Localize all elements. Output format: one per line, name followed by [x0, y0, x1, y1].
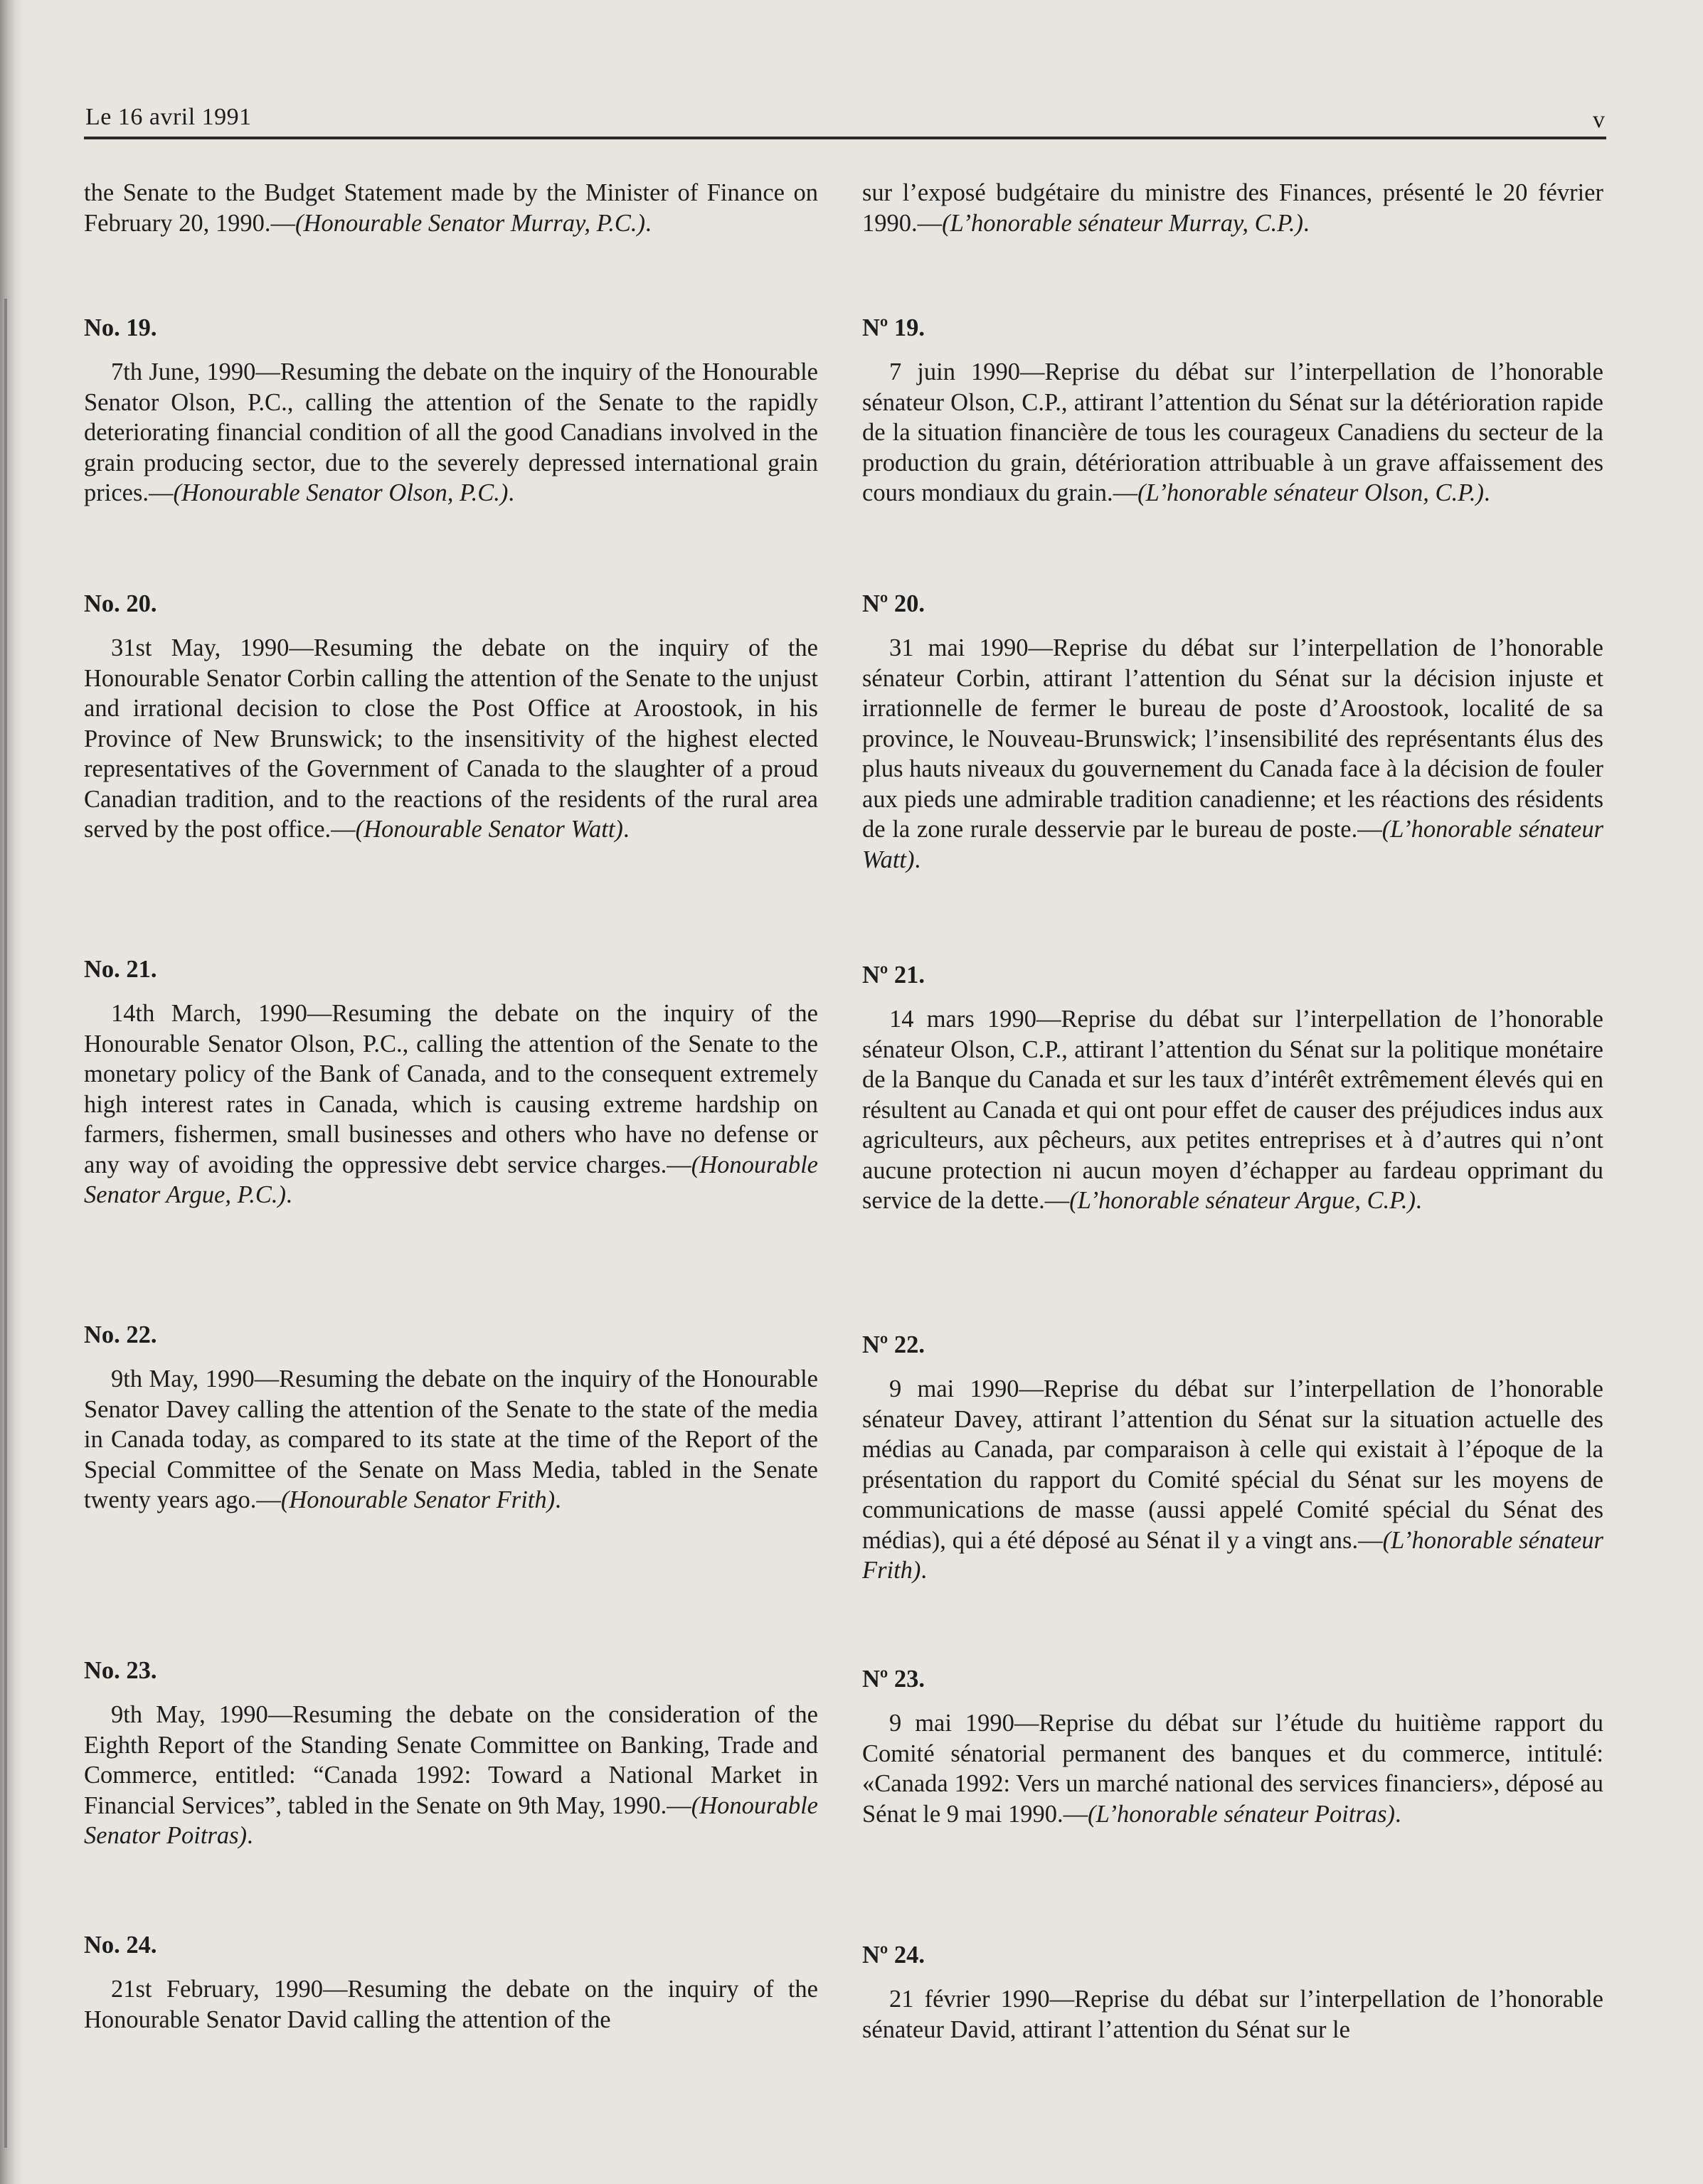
page-number: v: [1593, 107, 1605, 133]
header-date: Le 16 avril 1991: [85, 104, 252, 130]
senator-credit: (L’honorable sénateur Poitras): [1088, 1800, 1396, 1828]
inquiry-item-19: [84, 313, 818, 508]
inquiry-text: 31st May, 1990—Resuming the debate on the inquiry of the Honourable Senator Corbin calling the attention of the Senate to the unjust and irrational decision to close the Post Office at Aroostook, in his Province of New Brunswick; to the insensitivity of the highest elected representatives of the Government of Canada to the slaughter of a proud Canadian tradition, and to the reactions of the residents of the rural area served by the post office.—(Honourable Senator Watt).: [84, 634, 818, 843]
interpellation-item-20: [862, 589, 1603, 875]
senator-credit: (L’honorable sénateur Argue, C.P.): [1069, 1187, 1416, 1214]
inquiry-item-22: [84, 1320, 818, 1516]
inquiry-text: 31 mai 1990—Reprise du débat sur l’interpellation de l’honorable sénateur Corbin, attirant l’attention du Sénat sur la décision injuste et irrationnelle de fermer le bureau de poste d’Aroostook, localité de sa province, le Nouveau-Brunswick; l’insensibilité des représentants élus des plus hauts niveaux du gouvernement du Canada face à la décision de fouler aux pieds une admirable tradition canadienne; et les réactions des résidents de la zone rurale desservie par le bureau de poste.—(L’honorable sénateur Watt).: [862, 634, 1603, 873]
inquiry-item-21: [84, 954, 818, 1210]
inquiry-item-20: [84, 589, 818, 845]
english-continuation: [84, 178, 818, 238]
inquiry-number: No. 20.: [84, 590, 157, 617]
continuation-paragraph: sur l’exposé budgétaire du ministre des Finances, présenté le 20 février 1990.—(L’honorable sénateur Murray, C.P.).: [862, 179, 1603, 237]
senator-credit: (Honourable Senator Poitras): [84, 1791, 818, 1849]
interpellation-item-24: [862, 1940, 1603, 2045]
inquiry-text: 14 mars 1990—Reprise du débat sur l’interpellation de l’honorable sénateur Olson, C.P., attirant l’attention du Sénat sur la politique monétaire de la Banque du Canada et sur les taux d’intérêt extrêmement élevés qui en résultent au Canada et qui ont pour effet de causer des préjudices indus aux agriculteurs, aux pêcheurs, aux petites entreprises et à d’autres qui n’ont aucune protection ni aucun moyen d’échapper au fardeau opprimant du service de la dette.—(L’honorable sénateur Argue, C.P.).: [862, 1006, 1603, 1214]
inquiry-text: 9th May, 1990—Resuming the debate on the consideration of the Eighth Report of the Standing Senate Committee on Banking, Trade and Commerce, entitled: “Canada 1992: Toward a National Market in Financial Services”, tabled in the Senate on 9th May, 1990.—(Honourable Senator Poitras).: [84, 1701, 818, 1849]
inquiry-text: 9 mai 1990—Reprise du débat sur l’étude du huitième rapport du Comité sénatorial permanent des banques et du commerce, intitulé: «Canada 1992: Vers un marché national des services financiers», déposé au Sénat le 9 mai 1990.—(L’honorable sénateur Poitras).: [862, 1710, 1603, 1828]
inquiry-text: 7 juin 1990—Reprise du débat sur l’interpellation de l’honorable sénateur Olson, C.P., attirant l’attention du Sénat sur la détérioration rapide de la situation financière de tous les courageux Canadiens du secteur de la production du grain, détérioration attribuable à un grave affaissement des cours mondiaux du grain.—(L’honorable sénateur Olson, C.P.).: [862, 358, 1603, 506]
inquiry-text: 9th May, 1990—Resuming the debate on the inquiry of the Honourable Senator Davey calling the attention of the Senate to the state of the media in Canada today, as compared to its state at the time of the Report of the Special Committee of the Senate on Mass Media, tabled in the Senate twenty years ago.—(Honourable Senator Frith).: [84, 1365, 818, 1513]
inquiry-number: No. 21.: [84, 956, 157, 983]
inquiry-number: Nº 23.: [862, 1666, 925, 1693]
senator-credit: (L’honorable sénateur Watt): [862, 816, 1603, 873]
senator-credit: (Honourable Senator Murray, P.C.): [295, 209, 645, 237]
inquiry-number: Nº 21.: [862, 962, 925, 989]
inquiry-text: 21 février 1990—Reprise du débat sur l’interpellation de l’honorable sénateur David, attirant l’attention du Sénat sur le: [862, 1986, 1603, 2043]
header-rule: [84, 137, 1606, 139]
inquiry-number: No. 23.: [84, 1657, 157, 1684]
inquiry-item-23: [84, 1656, 818, 1851]
inquiry-item-24: [84, 1930, 818, 2035]
inquiry-number: Nº 19.: [862, 314, 925, 341]
inquiry-text: 21st February, 1990—Resuming the debate on the inquiry of the Honourable Senator David calling the attention of the: [84, 1976, 818, 2033]
inquiry-number: Nº 24.: [862, 1941, 925, 1969]
binding-edge: [4, 299, 7, 2148]
inquiry-number: Nº 22.: [862, 1331, 925, 1358]
senator-credit: (L’honorable sénateur Frith): [862, 1526, 1603, 1584]
continuation-paragraph: the Senate to the Budget Statement made by the Minister of Finance on February 20, 1990.—(Honourable Senator Murray, P.C.).: [84, 179, 818, 237]
interpellation-item-21: [862, 960, 1603, 1216]
interpellation-item-23: [862, 1664, 1603, 1829]
french-continuation: [862, 178, 1603, 238]
senator-credit: (Honourable Senator Argue, P.C.): [84, 1151, 818, 1208]
inquiry-text: 9 mai 1990—Reprise du débat sur l’interpellation de l’honorable sénateur Davey, attirant l’attention du Sénat sur la situation actuelle des médias au Canada, par comparaison à celle qui existait à l’époque de la présentation du rapport du Comité spécial du Sénat sur les moyens de communications de masse (aussi appelé Comité spécial du Sénat des médias), qui a été déposé au Sénat il y a vingt ans.—(L’honorable sénateur Frith).: [862, 1375, 1603, 1584]
inquiry-number: No. 19.: [84, 314, 157, 341]
senator-credit: (L’honorable sénateur Murray, C.P.): [942, 209, 1304, 237]
inquiry-number: No. 24.: [84, 1932, 157, 1959]
senator-credit: (L’honorable sénateur Olson, C.P.): [1137, 479, 1484, 506]
interpellation-item-22: [862, 1330, 1603, 1586]
interpellation-item-19: [862, 313, 1603, 508]
senator-credit: (Honourable Senator Olson, P.C.): [173, 479, 509, 506]
senator-credit: (Honourable Senator Frith): [280, 1486, 556, 1513]
senator-credit: (Honourable Senator Watt): [355, 816, 623, 843]
inquiry-text: 7th June, 1990—Resuming the debate on the inquiry of the Honourable Senator Olson, P.C., calling the attention of the Senate to the rapidly deteriorating financial condition of all the good Canadians involved in the grain producing sector, due to the severely depressed international grain prices.—(Honourable Senator Olson, P.C.).: [84, 358, 818, 506]
inquiry-number: Nº 20.: [862, 590, 925, 617]
inquiry-number: No. 22.: [84, 1321, 157, 1348]
inquiry-text: 14th March, 1990—Resuming the debate on the inquiry of the Honourable Senator Olson, P.C., calling the attention of the Senate to the monetary policy of the Bank of Canada, and to the consequent extremely high interest rates in Canada, which is causing extreme hardship on farmers, fishermen, small businesses and others who have no defense or any way of avoiding the oppressive debt service charges.—(Honourable Senator Argue, P.C.).: [84, 1000, 818, 1208]
